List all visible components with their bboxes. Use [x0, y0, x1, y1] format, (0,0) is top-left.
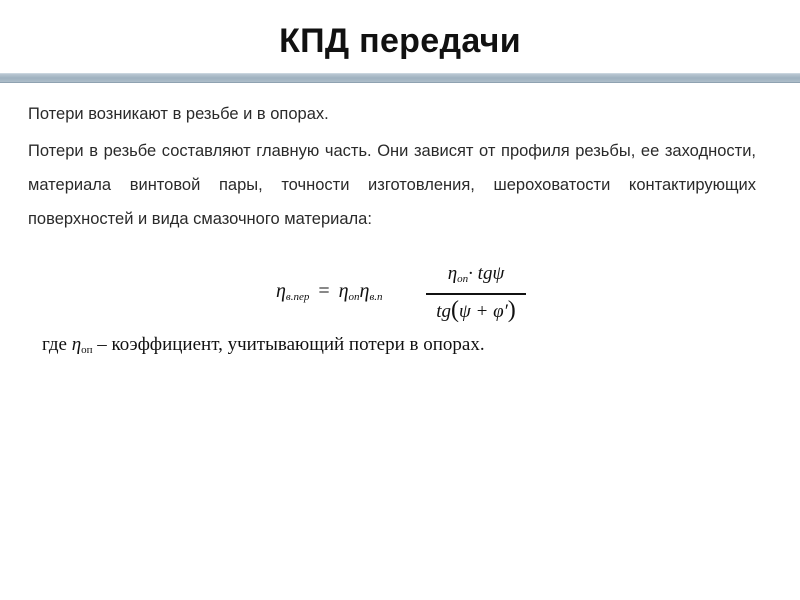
- fraction-line: [426, 293, 526, 295]
- formula-eta-op: η: [338, 280, 349, 302]
- where-sub-op: оп: [81, 344, 93, 356]
- fraction-numerator: [426, 262, 526, 291]
- formula-sub-vp: в.п: [369, 291, 383, 303]
- paragraph-thread-losses: Потери в резьбе составляют главную часть. Они зависят от профиля резьбы, ее заходности, материала винтовой пары, точности изготовления, шероховатости контактирующих поверхностей и вида смазочного материала:: [28, 142, 756, 228]
- den-inner: ψ + φ′: [458, 300, 508, 322]
- where-suffix: – коэффициент, учитывающий потери в опорах.: [97, 334, 485, 355]
- title-divider-bar: [0, 73, 800, 83]
- formula-equals: =: [318, 280, 330, 302]
- formula-sub-op: оп: [348, 291, 360, 303]
- formula-sub-vper: в.пер: [285, 291, 310, 303]
- slide-title: КПД передачи: [279, 22, 521, 60]
- formula-eta-lhs: η: [276, 280, 286, 302]
- num-eta: η: [447, 263, 458, 284]
- where-prefix: где: [42, 334, 67, 355]
- fraction-denominator: tg(ψ + φ′): [436, 296, 516, 323]
- formula-fraction: [426, 262, 526, 325]
- where-eta: η: [71, 334, 82, 355]
- num-tail: · tgψ: [468, 263, 505, 284]
- num-sub-op: оп: [457, 273, 469, 285]
- formula-eta-vp: η: [359, 280, 370, 302]
- formula-lhs: [276, 280, 383, 303]
- den-func: tg: [436, 300, 451, 322]
- paragraph-losses: Потери возникают в резьбе и в опорах.: [28, 105, 329, 123]
- where-explanation: [42, 334, 485, 356]
- body-text: [28, 104, 756, 236]
- efficiency-formula: [276, 262, 536, 322]
